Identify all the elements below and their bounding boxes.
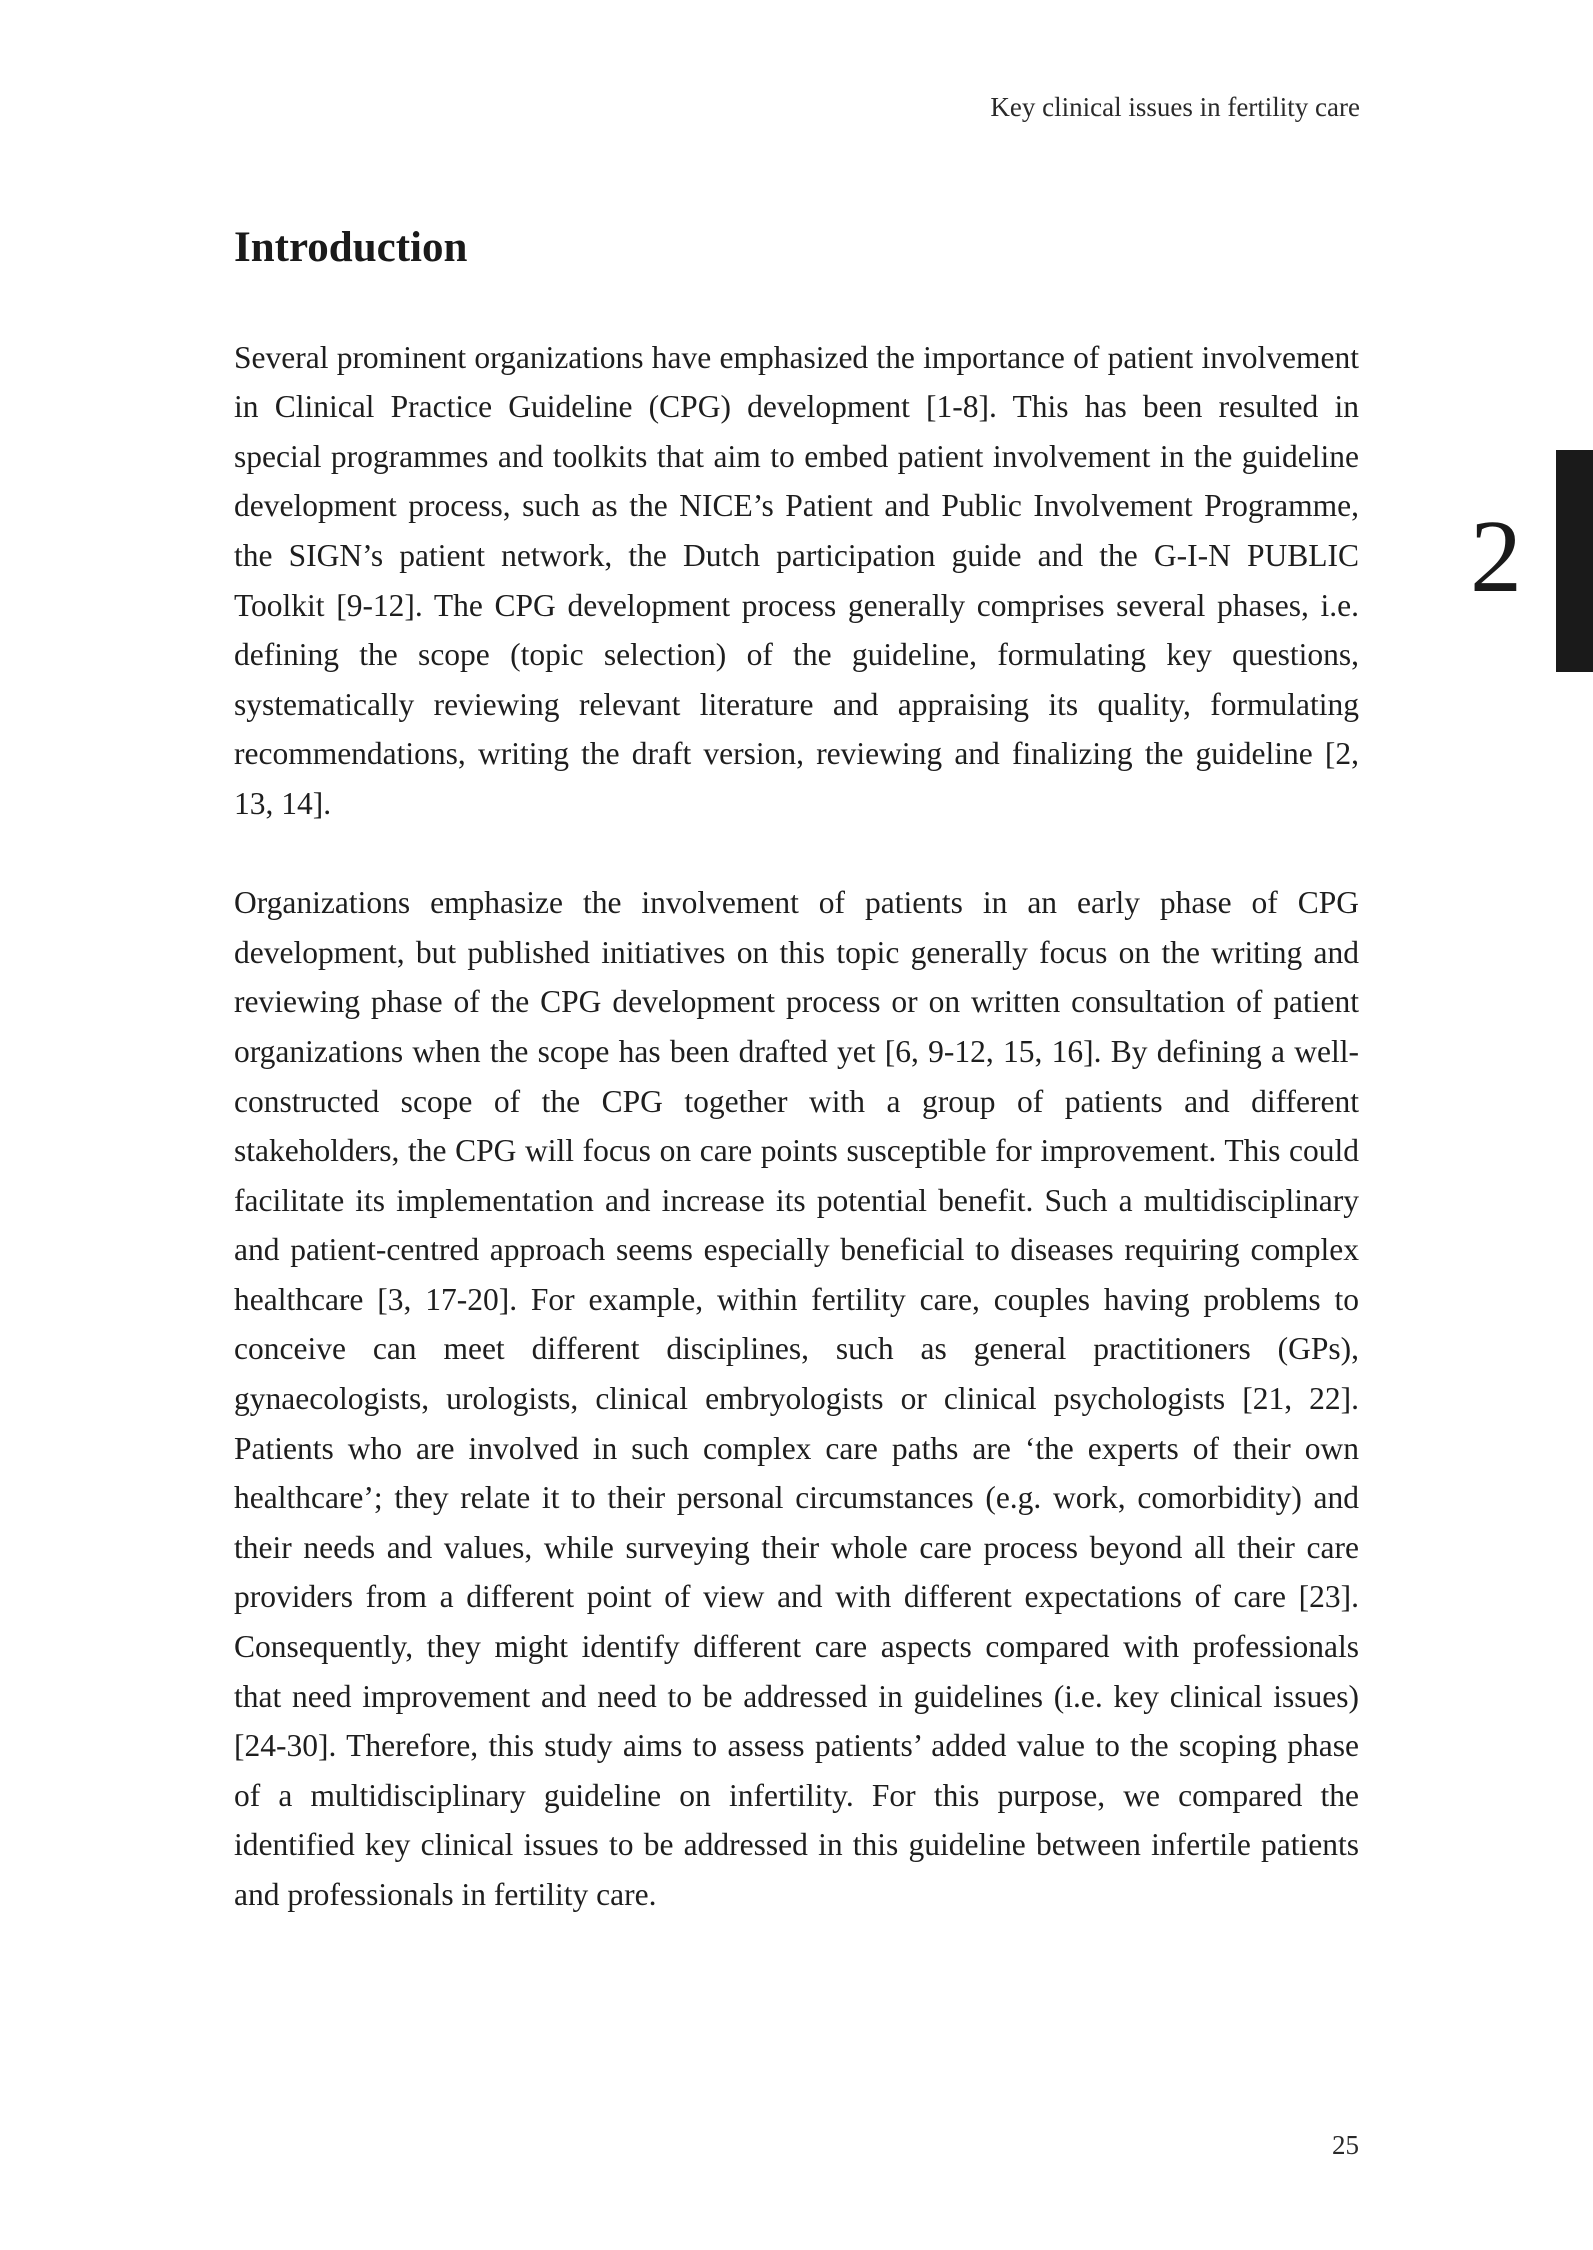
running-header: Key clinical issues in fertility care bbox=[990, 92, 1360, 122]
page-number: 25 bbox=[1332, 2130, 1359, 2160]
section-heading: Introduction bbox=[234, 224, 468, 271]
chapter-number: 2 bbox=[1470, 499, 1522, 614]
body-text bbox=[234, 222, 1359, 1920]
paragraph: Several prominent organizations have emphasized the importance of patient involvement in Clinical Practice Guideline (CPG) development [1-8]. This has been resulted in special programmes and toolkits that aim to embed patient involvement in the guideline development process, such as the NICE’s Patient and Public Involvement Programme, the SIGN’s patient network, the Dutch participation guide and the G-I-N PUBLIC Toolkit [9-12]. The CPG development process generally comprises several phases, i.e. defining the scope (topic selection) of the guideline, formulating key questions, systematically reviewing relevant literature and appraising its quality, formulating recommendations, writing the draft version, reviewing and finalizing the guideline [2, 13, 14]. bbox=[234, 339, 1359, 821]
paragraph: Organizations emphasize the involvement of patients in an early phase of CPG development, but published initiatives on this topic generally focus on the writing and reviewing phase of the CPG development process or on written consultation of patient organizations when the scope has been drafted yet [6, 9-12, 15, 16]. By defining a well-constructed scope of the CPG together with a group of patients and different stakeholders, the CPG will focus on care points susceptible for improvement. This could facilitate its implementation and increase its potential benefit. Such a multidisciplinary and patient-centred approach seems especially beneficial to diseases requiring complex healthcare [3, 17-20]. For example, within fertility care, couples having problems to conceive can meet different disciplines, such as general practitioners (GPs), gynaecologists, urologists, clinical embryologists or clinical psychologists [21, 22]. Patients who are involved in such complex care paths are ‘the experts of their own healthcare’; they relate it to their personal circumstances (e.g. work, comorbidity) and their needs and values, while surveying their whole care process beyond all their care providers from a different point of view and with different expectations of care [23]. Consequently, they might identify different care aspects compared with professionals that need improvement and need to be addressed in guidelines (i.e. key clinical issues) [24-30]. Therefore, this study aims to assess patients’ added value to the scoping phase of a multidisciplinary guideline on infertility. For this purpose, we compared the identified key clinical issues to be addressed in this guideline between infertile patients and professionals in fertility care. bbox=[234, 885, 1359, 1912]
chapter-thumb-tab bbox=[1556, 450, 1593, 672]
